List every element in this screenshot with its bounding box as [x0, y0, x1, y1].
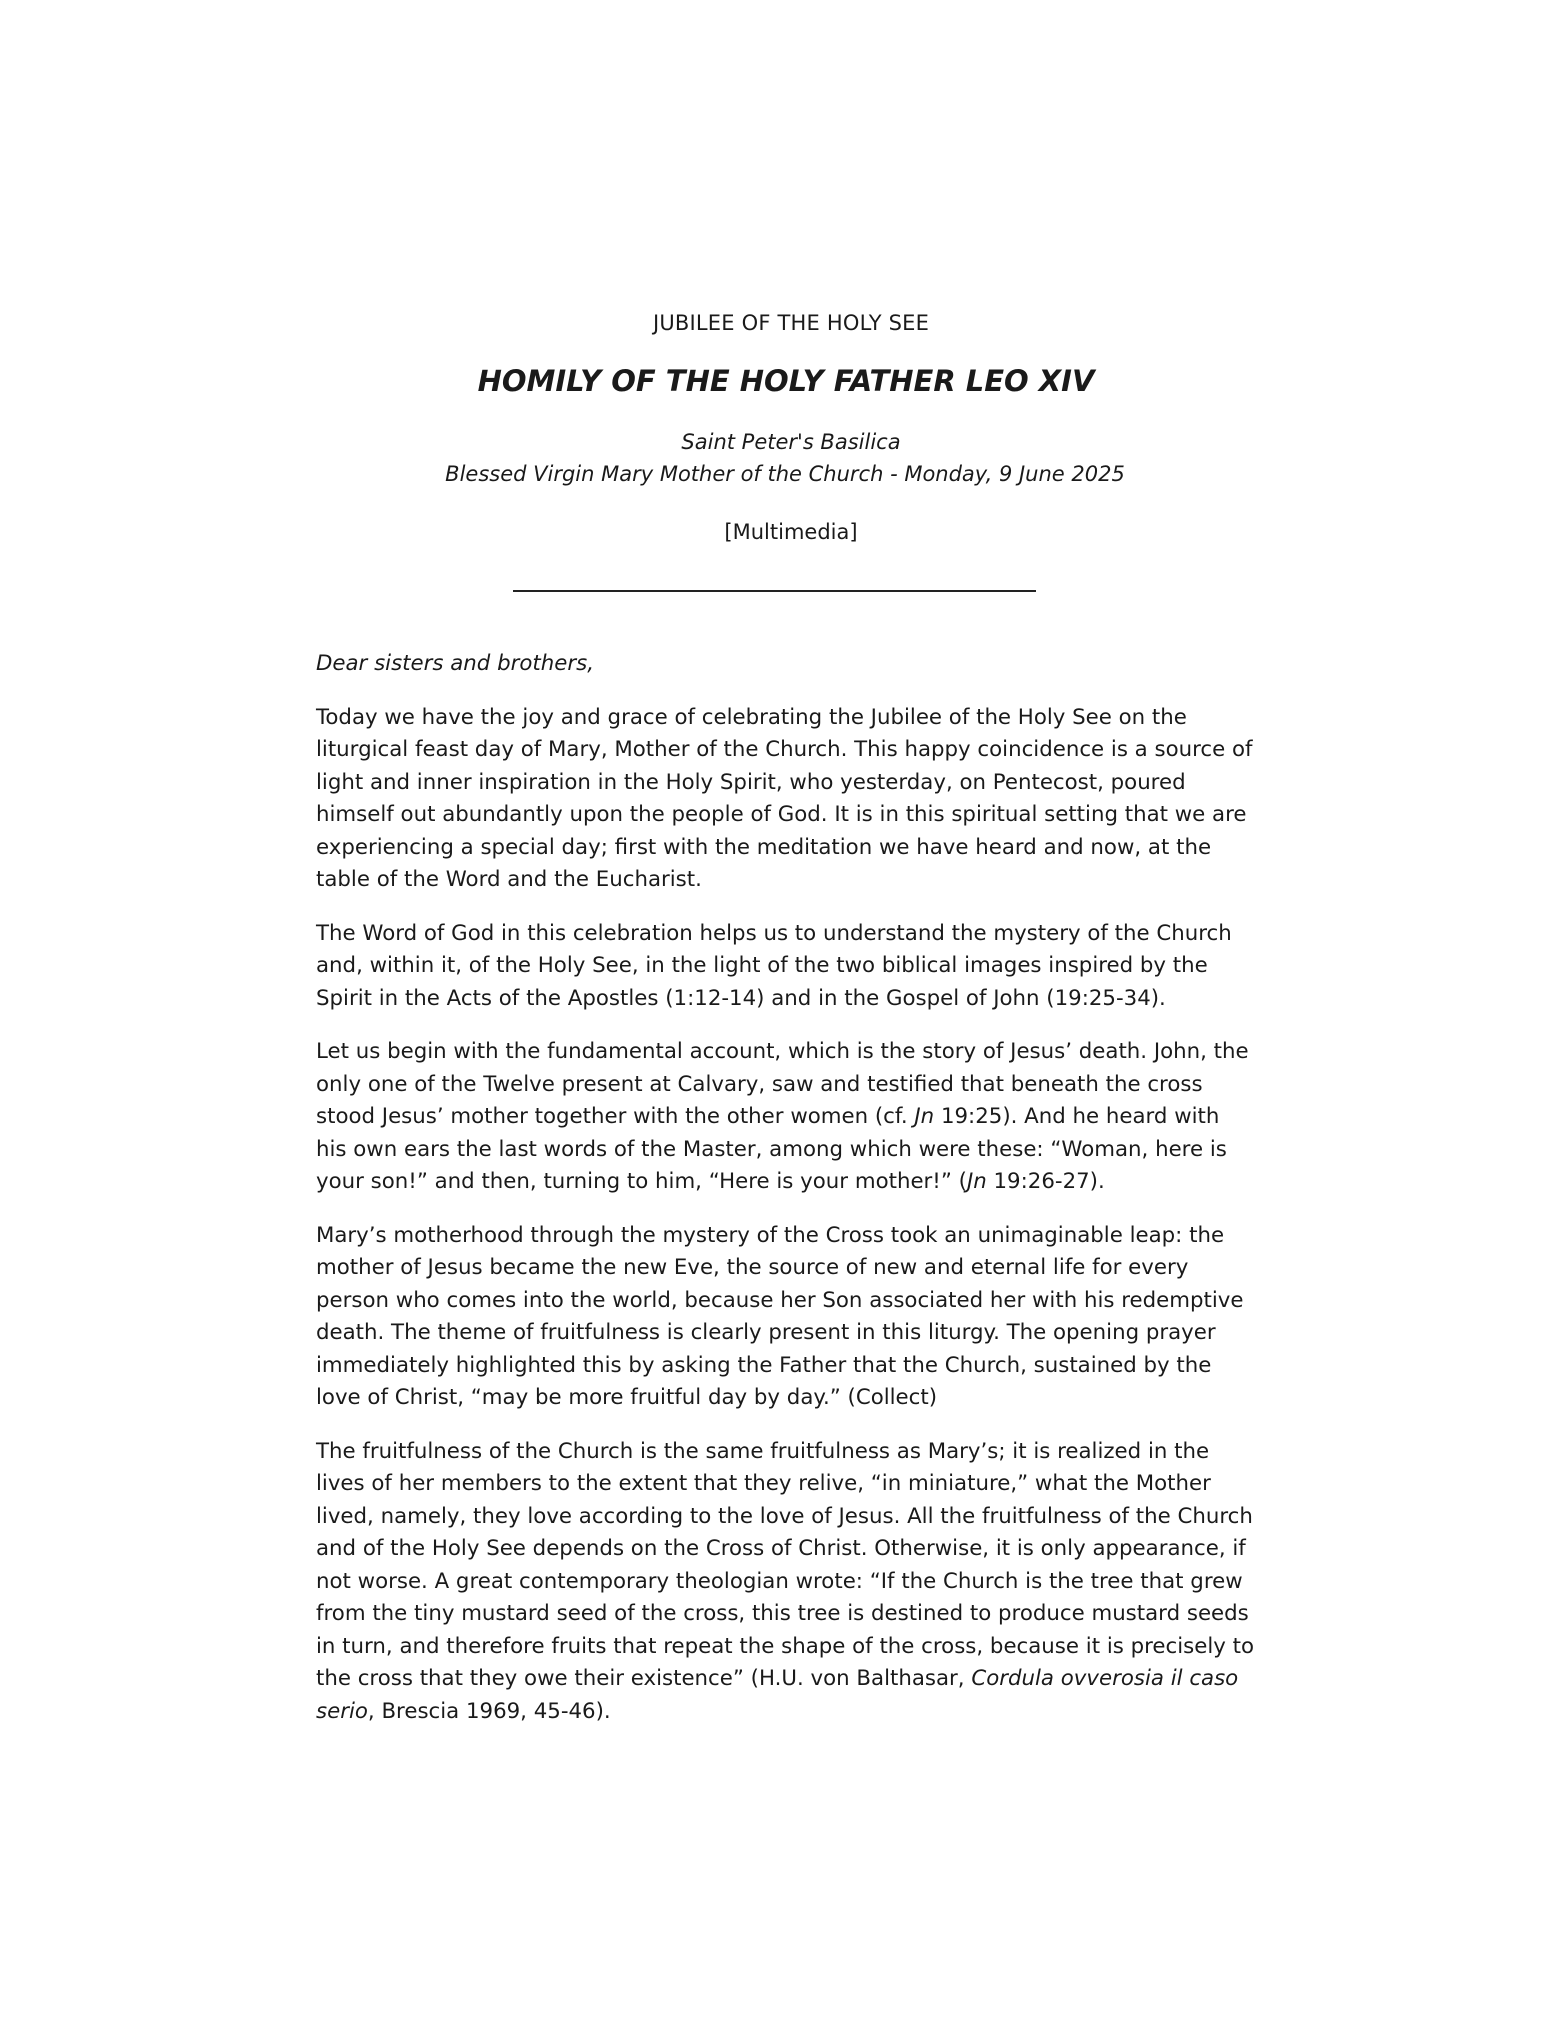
- paragraph-1: Today we have the joy and grace of celebrating the Jubilee of the Holy See on the liturgical feast day of Mary, Mother of the Church. This happy coincidence is a source of light and inner inspiration in the Holy Spirit, who yesterday, on Pentecost, poured himself out abundantly upon the people of God. It is in this spiritual setting that we are experiencing a special day; first with the meditation we have heard and now, at the table of the Word and the Eucharist.: [316, 704, 1253, 892]
- paragraph-3: [316, 1036, 1256, 1199]
- event-kicker: JUBILEE OF THE HOLY SEE: [652, 311, 930, 335]
- paragraph-3-text-c: 19:26-27).: [986, 1169, 1105, 1194]
- document-header: [0, 308, 1560, 548]
- paragraph-4: Mary’s motherhood through the mystery of the Cross took an unimaginable leap: the mother of Jesus became the new Eve, the source of new and eternal life for every person who comes into the world, because her Son associated her with his redemptive death. The theme of fruitfulness is clearly present in this liturgy. The opening prayer immediately highlighted this by asking the Father that the Church, sustained by the love of Christ, “may be more fruitful day by day.” (Collect): [316, 1222, 1244, 1410]
- paragraph-3-text-b: 19:25). And he heard with his own ears the last words of the Master, among which were these: “Woman, here is your son!” and then, turning to him, “Here is your mother!” (: [316, 1104, 1227, 1194]
- multimedia-link[interactable]: [Multimedia]: [724, 520, 858, 544]
- scripture-ref: Jn: [966, 1169, 987, 1194]
- book-title: Cordula ovverosia il caso serio: [316, 1666, 1239, 1724]
- scripture-ref: Jn: [914, 1104, 935, 1129]
- paragraph-3-text-a: Let us begin with the fundamental account, which is the story of Jesus’ death. John, the only one of the Twelve present at Calvary, saw and testified that beneath the cross stood Jesus’ mother together with the other women (cf.: [316, 1039, 1249, 1129]
- paragraph-5-text-b: , Brescia 1969, 45-46).: [367, 1698, 611, 1724]
- homily-body: [316, 648, 1256, 1749]
- place-line: Saint Peter's Basilica: [681, 430, 901, 454]
- occasion-line: Blessed Virgin Mary Mother of the Church - Monday, 9 June 2025: [445, 462, 1125, 486]
- salutation: Dear sisters and brothers,: [316, 651, 594, 676]
- page-title: HOMILY OF THE HOLY FATHER LEO XIV: [477, 364, 1095, 398]
- header-divider: [513, 590, 1036, 592]
- paragraph-5-text-a: The fruitfulness of the Church is the same fruitfulness as Mary’s; it is realized in the lives of her members to the extent that they relive, “in miniature,” what the Mother lived, namely, they love according to the love of Jesus. All the fruitfulness of the Church and of the Holy See depends on the Cross of Christ. Otherwise, it is only appearance, if not worse. A great contemporary theologian wrote: “If the Church is the tree that grew from the tiny mustard seed of the cross, this tree is destined to produce mustard seeds in turn, and therefore fruits that repeat the shape of the cross, because it is precisely to the cross that they owe their existence” (H.U. von Balthasar,: [316, 1438, 1254, 1691]
- paragraph-2: The Word of God in this celebration helps us to understand the mystery of the Church and, within it, of the Holy See, in the light of the two biblical images inspired by the Spirit in the Acts of the Apostles (1:12-14) and in the Gospel of John (19:25-34).: [316, 920, 1232, 1011]
- paragraph-5: [316, 1436, 1256, 1729]
